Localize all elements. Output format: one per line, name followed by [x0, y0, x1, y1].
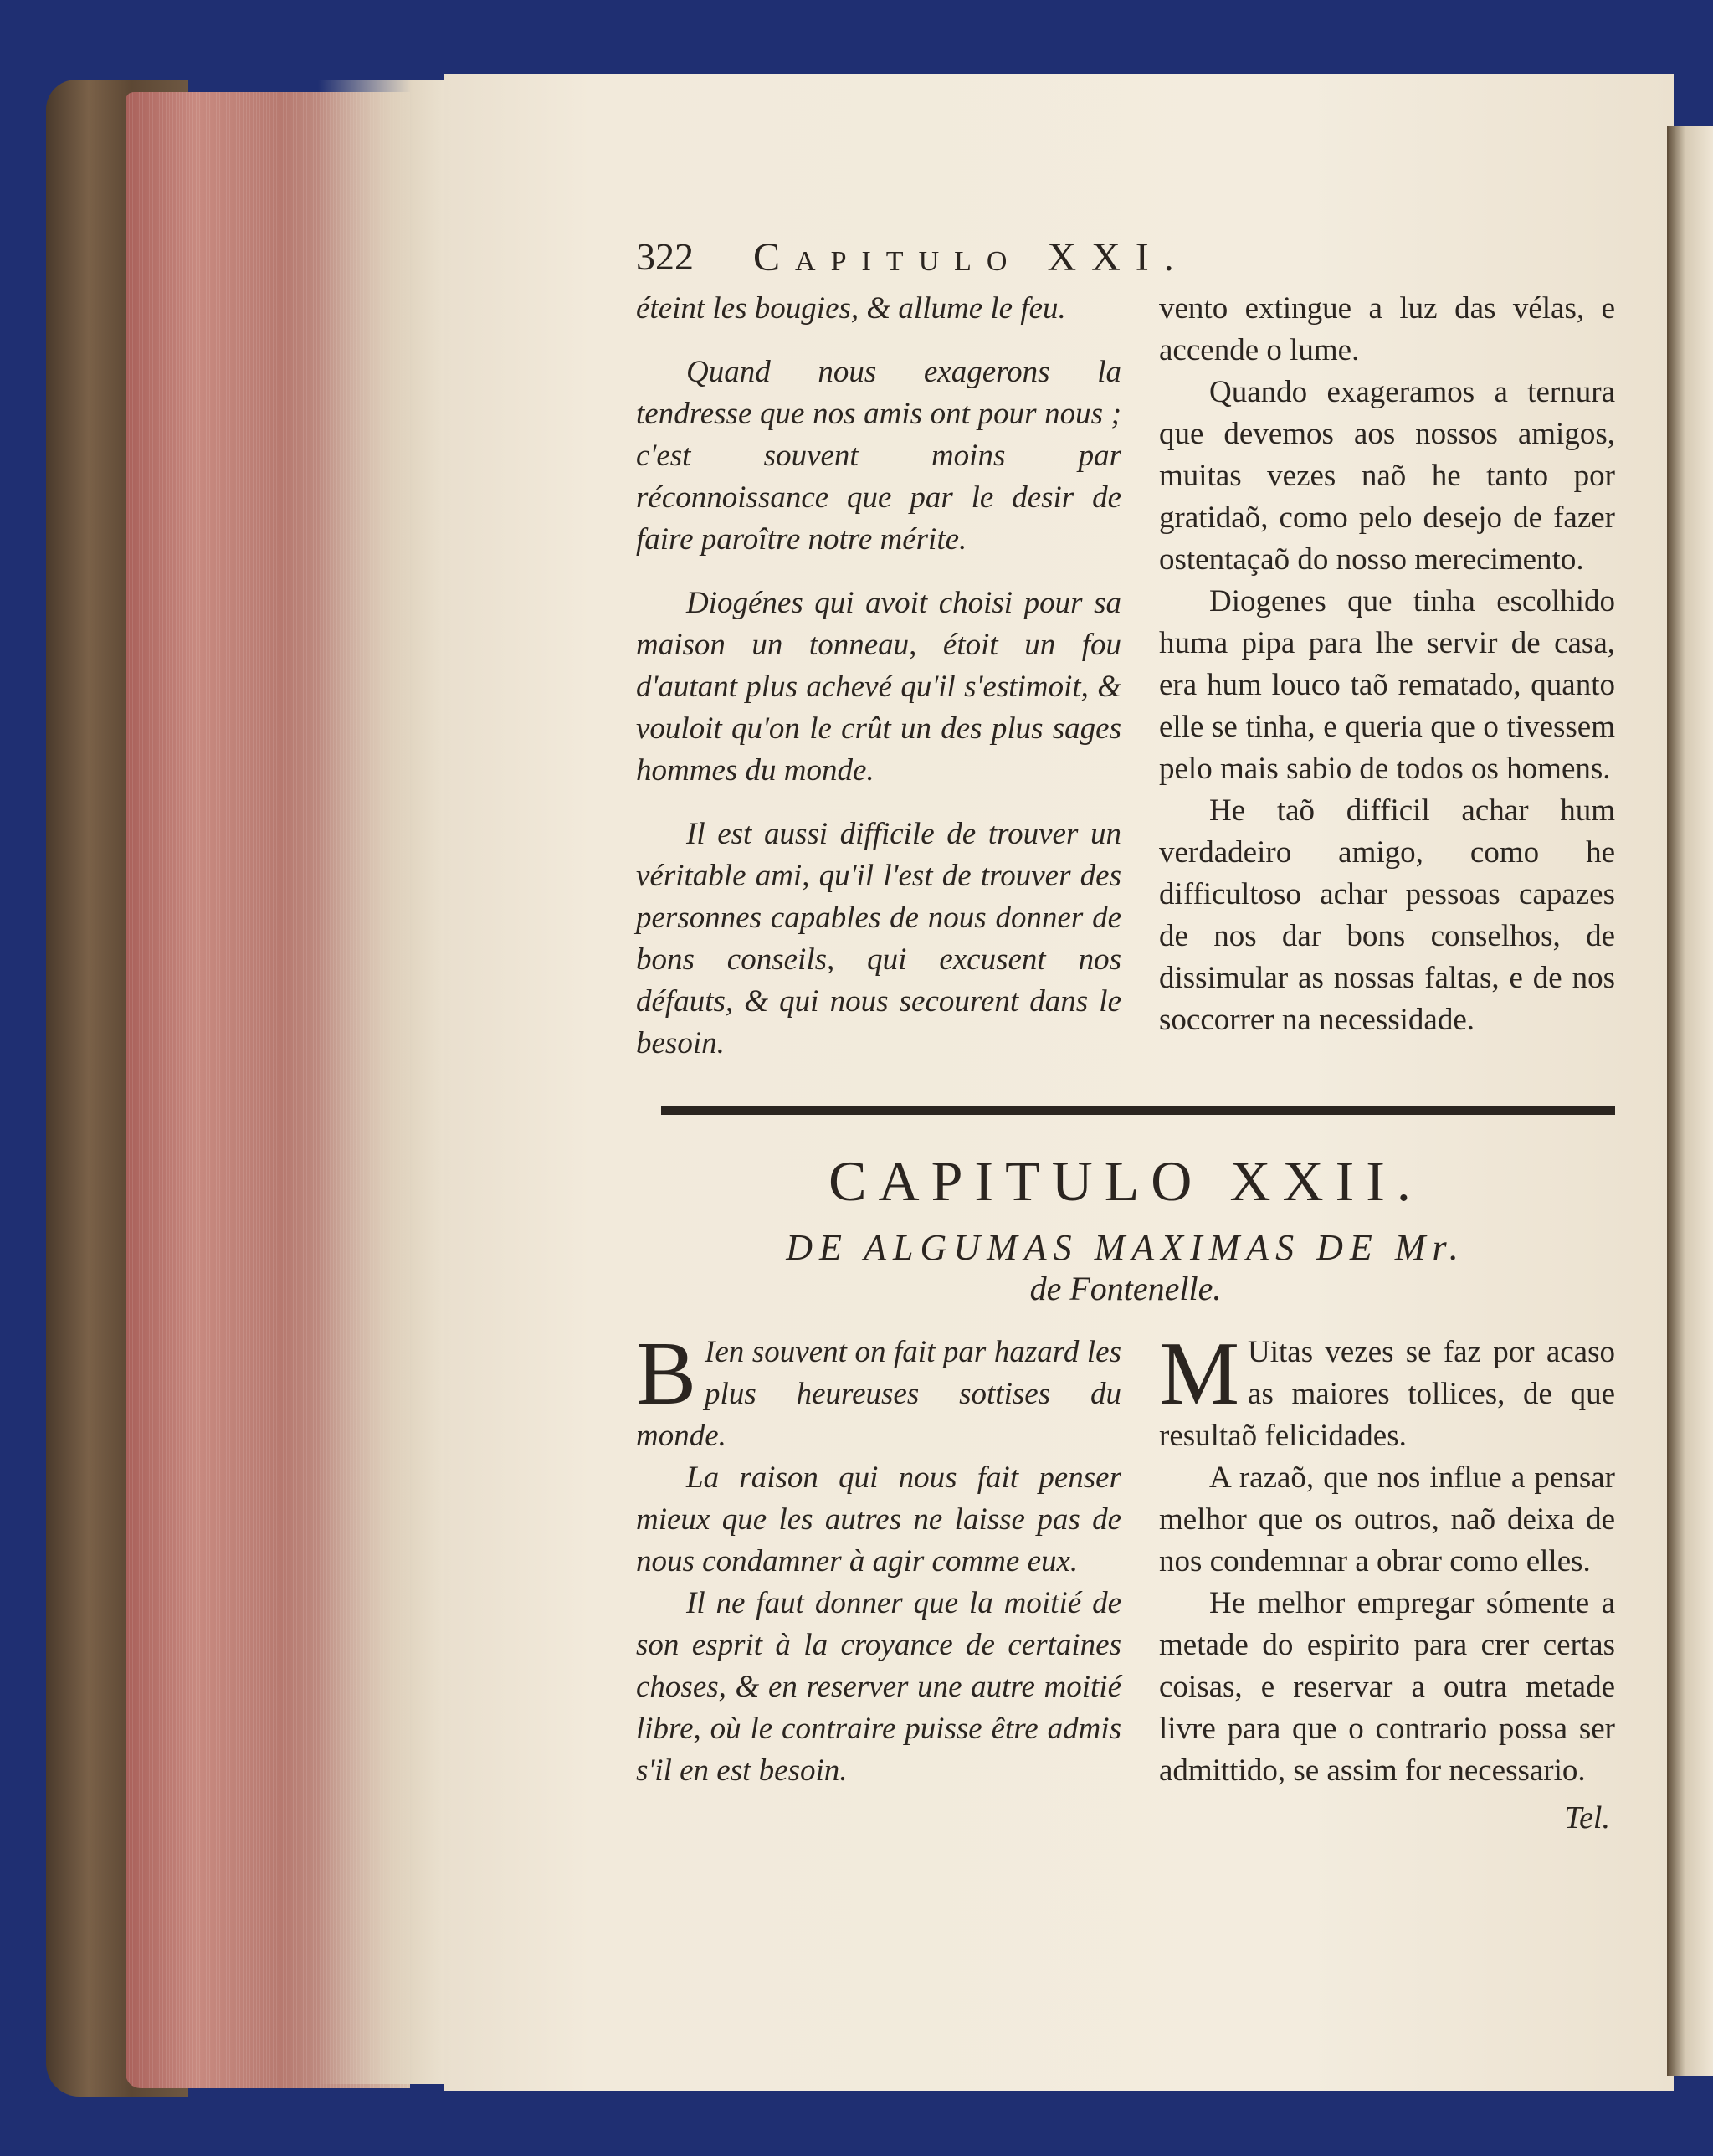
chapter-subtitle-author: de Fontenelle.	[1029, 1270, 1222, 1307]
portuguese-paragraph: A razaõ, que nos influe a pensar melhor que os outros, naõ deixa de nos condemnar a obrar como elles.	[1159, 1460, 1615, 1578]
bottom-columns	[636, 1324, 1615, 1839]
portuguese-paragraph: He taõ difficil achar hum verdadeiro amigo, como he difficultoso achar pessoas capazes de nos dar bons conselhos, de dissimular as nossas faltas, e de nos soccorrer na necessidade.	[1159, 793, 1615, 1037]
catchword: Tel.	[1564, 1800, 1610, 1835]
french-paragraph: Il ne faut donner que la moitié de son esprit à la croyance de certaines choses, & en reserver une autre moitié libre, où le contraire puisse être admis s'il en est besoin.	[636, 1586, 1121, 1788]
drop-cap: B	[636, 1324, 697, 1424]
page-text	[636, 234, 1615, 1839]
french-paragraph: éteint les bougies, & allume le feu.	[636, 291, 1066, 326]
french-paragraph: Il est aussi difficile de trouver un véritable ami, qu'il l'est de trouver des personnes capables de nous donner de bons conseils, qui excusent nos défauts, & qui nous secourent dans le besoin.	[636, 817, 1121, 1060]
portuguese-paragraph	[1159, 1324, 1615, 1457]
top-columns	[636, 288, 1615, 1065]
french-paragraph: Quand nous exagerons la tendresse que nos amis ont pour nous ; c'est souvent moins par réconnoissance que par le desir de faire paroître notre mérite.	[636, 355, 1121, 557]
portuguese-first-text: Uitas vezes se faz por acaso as maiores tollices, de que resultaõ felicidades.	[1159, 1335, 1615, 1453]
chapter-subtitle: DE ALGUMAS MAXIMAS DE Mr.	[786, 1227, 1465, 1268]
french-column-bottom	[636, 1324, 1121, 1839]
portuguese-column-top	[1159, 288, 1615, 1065]
portuguese-paragraph: He melhor empregar sómente a metade do espirito para crer certas coisas, e reservar a outra metade livre para que o contrario possa ser admittido, se assim for necessario.	[1159, 1586, 1615, 1788]
facing-page-edge	[1667, 126, 1713, 2076]
chapter-divider	[661, 1106, 1615, 1115]
portuguese-paragraph: vento extingue a luz das vélas, e accende o lume.	[1159, 291, 1615, 367]
french-paragraph	[636, 1324, 1121, 1457]
page-gutter	[318, 80, 452, 2084]
portuguese-paragraph: Diogenes que tinha escolhido huma pipa para lhe servir de casa, era hum louco taõ rematado, quanto elle se tinha, e queria que o tivessem pelo mais sabio de todos os homens.	[1159, 584, 1615, 786]
chapter-title: CAPITULO XXII.	[828, 1149, 1423, 1213]
page-number: 322	[636, 235, 694, 278]
french-paragraph: Diogénes qui avoit choisi pour sa maison un tonneau, étoit un fou d'autant plus achevé qu'il s'estimoit, & vouloit qu'on le crût un des plus sages hommes du monde.	[636, 586, 1121, 788]
french-paragraph: La raison qui nous fait penser mieux que les autres ne laisse pas de nous condamner à agir comme eux.	[636, 1460, 1121, 1578]
running-title: Capitulo XXI.	[753, 235, 1189, 280]
portuguese-paragraph: Quando exageramos a ternura que devemos aos nossos amigos, muitas vezes naõ he tanto por gratidaõ, como pelo desejo de fazer ostentaçaõ do nosso merecimento.	[1159, 375, 1615, 577]
french-column-top	[636, 288, 1121, 1065]
drop-cap: M	[1159, 1324, 1240, 1424]
french-first-text: Ien souvent on fait par hazard les plus heureuses sottises du monde.	[636, 1335, 1121, 1453]
portuguese-column-bottom	[1159, 1324, 1615, 1839]
running-head	[636, 234, 1615, 288]
